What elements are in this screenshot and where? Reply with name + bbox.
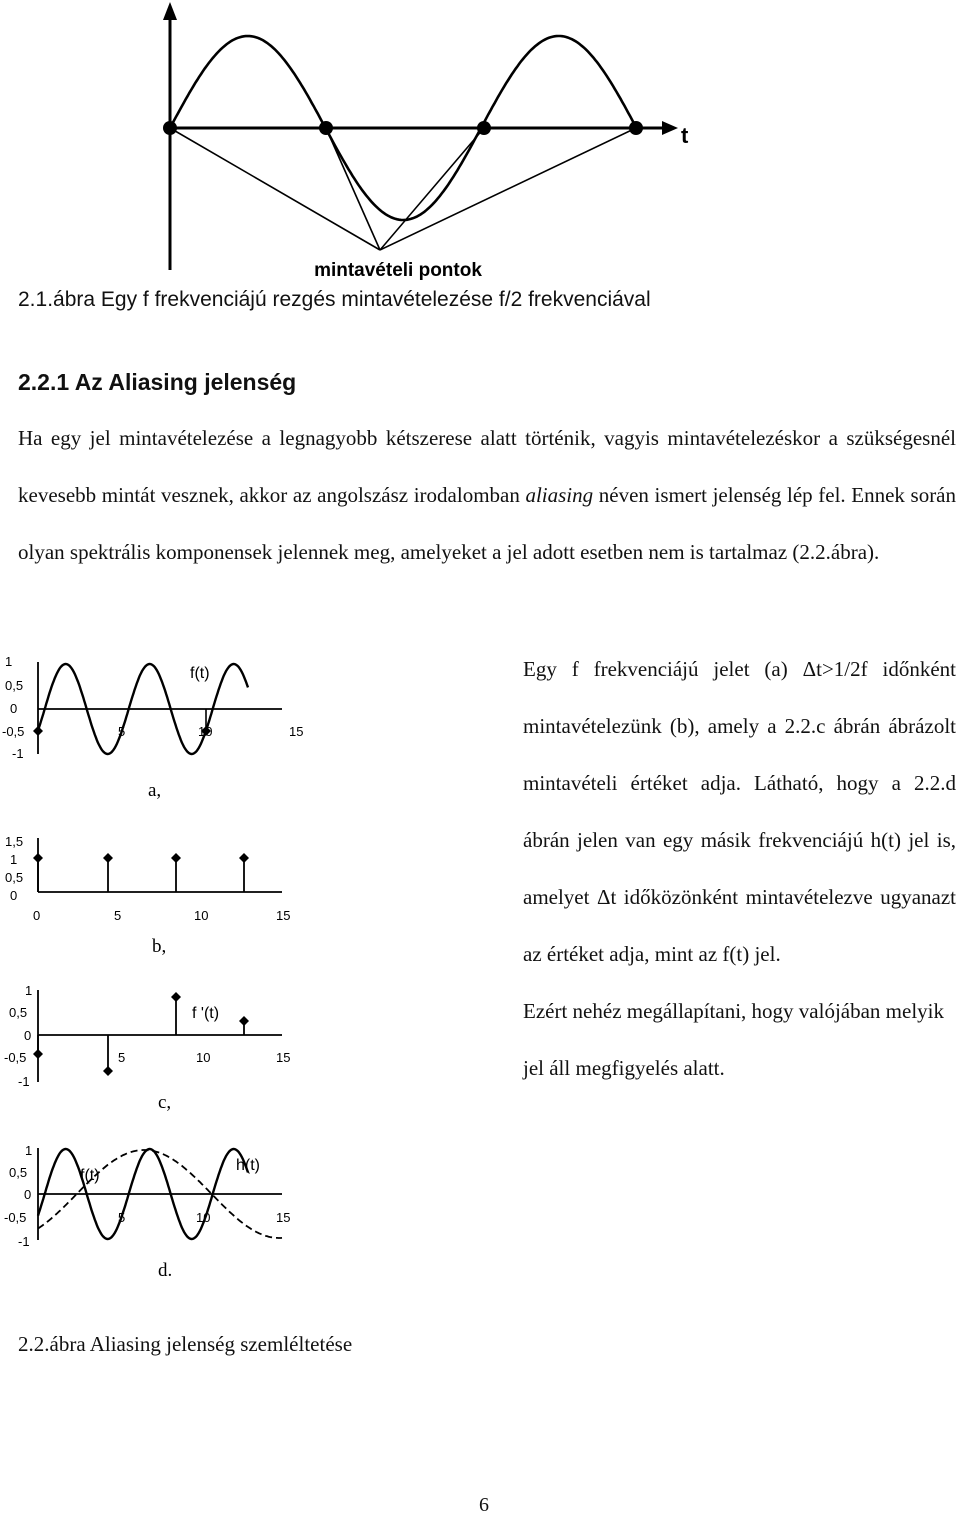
panel-c	[4, 983, 290, 1113]
figure-2-1	[0, 0, 960, 290]
section-heading: 2.2.1 Az Aliasing jelenség	[18, 369, 297, 395]
figure-2-2	[0, 650, 320, 1290]
sample-points-label: mintavételi pontok	[314, 260, 482, 281]
panel-d	[4, 1143, 290, 1281]
y-tick-label: -1	[18, 1234, 30, 1249]
sample-marker	[239, 1016, 249, 1026]
y-tick-label: -0,5	[4, 1210, 27, 1225]
sample-marker	[103, 1066, 113, 1076]
x-tick-label: 10	[196, 1050, 211, 1065]
figure-1-caption: 2.1.ábra Egy f frekvenciájú rezgés mintavételezése f/2 frekvenciával	[18, 288, 651, 311]
panel-label: a,	[148, 780, 162, 801]
side-paragraph-2: Ezért nehéz megállapítani, hogy valójában melyik jel áll megfigyelés alatt.	[523, 999, 945, 1080]
x-tick-label: 10	[194, 908, 209, 923]
sample-point	[319, 121, 333, 135]
sample-line	[380, 128, 484, 250]
sample-marker	[33, 726, 43, 736]
y-tick-label: 1	[25, 983, 33, 998]
y-tick-label: 0,5	[5, 678, 24, 693]
y-tick-label: 1	[5, 654, 13, 669]
y-tick-label: 0,5	[9, 1165, 28, 1180]
x-tick-label: 5	[118, 1210, 126, 1225]
time-axis-arrow	[662, 121, 678, 135]
x-tick-label: 5	[118, 724, 126, 739]
sample-marker	[171, 853, 181, 863]
x-tick-label: 15	[289, 724, 304, 739]
signal-label: f '(t)	[192, 1005, 220, 1022]
sample-marker	[33, 853, 43, 863]
y-tick-label: 0	[24, 1187, 32, 1202]
x-tick-label: 5	[118, 1050, 126, 1065]
x-tick-label: 15	[276, 908, 291, 923]
sample-marker	[239, 853, 249, 863]
x-tick-label: 15	[276, 1050, 291, 1065]
signal-label: f(t)	[190, 665, 210, 682]
panel-a	[2, 654, 303, 801]
side-paragraph-1: Egy f frekvenciájú jelet (a) Δt>1/2f időnként mintavételezünk (b), amely a 2.2.c ábrán ábrázolt mintavételi értéket adja. Látható, hogy a 2.2.d ábrán jelen van egy másik frekvenciájú h(t) jel is, amelyet Δt időközönként mintavételezve ugyanazt az értéket adja, mint az f(t) jel.	[523, 657, 956, 966]
section-paragraph	[18, 410, 956, 581]
y-tick-label: -0,5	[2, 724, 25, 739]
panel-label: b,	[152, 936, 167, 957]
y-tick-label: 0	[24, 1028, 32, 1043]
x-tick-label: 0	[33, 908, 41, 923]
y-tick-label: 0,5	[5, 870, 24, 885]
paragraph-text: Ha egy jel mintavételezése a legnagyobb kétszerese alatt történik, vagyis mintavételezéskor a szükségesnél kevesebb mintát vesznek, akkor az angolszász irodalomban	[18, 426, 956, 507]
y-tick-label: 0	[10, 888, 18, 903]
figure-2-caption: 2.2.ábra Aliasing jelenség szemléltetése	[18, 1332, 353, 1356]
panel-label: d.	[158, 1260, 173, 1281]
panel-b	[5, 834, 290, 957]
panel-label: c,	[158, 1092, 172, 1113]
sample-point	[477, 121, 491, 135]
x-tick-label: 10	[198, 724, 213, 739]
aliasing-term: aliasing	[525, 483, 594, 507]
sample-point	[629, 121, 643, 135]
sample-marker	[103, 853, 113, 863]
page-number: 6	[479, 1494, 489, 1516]
sample-marker	[33, 1049, 43, 1059]
y-tick-label: 1	[25, 1143, 33, 1158]
y-tick-label: 1	[10, 852, 18, 867]
time-axis-label: t	[681, 123, 689, 148]
signal-label-f: f(t)	[80, 1167, 100, 1184]
side-text	[523, 641, 956, 1097]
y-tick-label: 0	[10, 701, 18, 716]
x-tick-label: 10	[196, 1210, 211, 1225]
y-tick-label: -1	[12, 746, 24, 761]
sample-point	[163, 121, 177, 135]
sample-line	[326, 128, 380, 250]
x-tick-label: 15	[276, 1210, 291, 1225]
signal-label-h: h(t)	[236, 1157, 260, 1174]
vertical-axis-arrow	[163, 2, 177, 20]
sample-marker	[171, 992, 181, 1002]
y-tick-label: -1	[18, 1074, 30, 1089]
x-tick-label: 5	[114, 908, 122, 923]
sample-line	[380, 128, 636, 250]
y-tick-label: -0,5	[4, 1050, 27, 1065]
y-tick-label: 1,5	[5, 834, 24, 849]
y-tick-label: 0,5	[9, 1005, 28, 1020]
sample-line	[170, 128, 380, 250]
paragraph-text-continued: néven ismert jelenség lép fel. Ennek során olyan spektrális komponensek jelennek meg, amelyeket a jel adott esetben nem is tartalmaz (2.2.ábra).	[18, 483, 957, 564]
